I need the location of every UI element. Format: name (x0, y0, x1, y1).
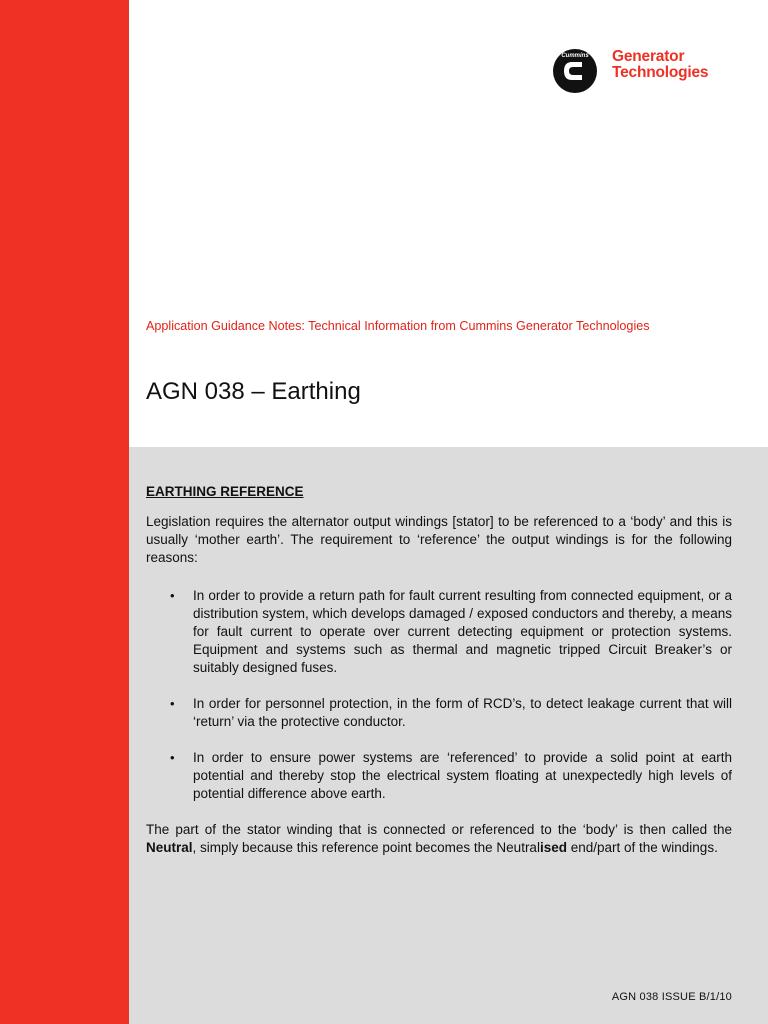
list-item-text: In order to provide a return path for fault current resulting from connected equipment, or a distribution system, which develops damaged / exposed conductors and thereby, a means for fault current to operate over current detecting equipment or protection systems. Equipment and systems such as thermal and magnetic tripped Circuit Breaker’s or suitably designed fuses. (193, 588, 732, 675)
company-logo (552, 48, 742, 98)
intro-paragraph: Legislation requires the alternator output windings [stator] to be referenced to a ‘body’ and this is usually ‘mother earth’. The requirement to ‘reference’ the output windings is for the following reasons: (146, 514, 732, 565)
neutral-term: Neutral (146, 840, 193, 855)
section-heading: EARTHING REFERENCE (146, 484, 304, 499)
left-accent-bar (0, 0, 129, 1024)
reasons-list (146, 587, 732, 803)
closing-text-3: end/part of the windings. (566, 840, 718, 855)
cummins-logo-icon (552, 48, 598, 94)
brand-name (612, 49, 708, 81)
logo-wordmark: Cummins (561, 53, 589, 59)
closing-text-1: The part of the stator winding that is connected or referenced to the ‘body’ is then called the (146, 822, 732, 837)
document-body (146, 483, 732, 857)
document-subtitle: Application Guidance Notes: Technical Information from Cummins Generator Technologies (146, 319, 650, 333)
list-item-text: In order for personnel protection, in the form of RCD’s, to detect leakage current that will ‘return’ via the protective conductor. (193, 696, 732, 729)
list-item (146, 749, 732, 803)
brand-line-2: Technologies (612, 64, 709, 81)
list-item-text: In order to ensure power systems are ‘referenced’ to provide a solid point at earth potential and thereby stop the electrical system floating at unexpectedly high levels of potential difference above earth. (193, 750, 732, 801)
brand-line-1: Generator (612, 48, 685, 65)
bullet-icon: • (170, 696, 175, 711)
closing-paragraph (146, 821, 732, 857)
issue-footer: AGN 038 ISSUE B/1/10 (611, 991, 732, 1003)
list-item (146, 587, 732, 677)
list-item (146, 695, 732, 731)
bullet-icon: • (170, 588, 175, 603)
document-title: AGN 038 – Earthing (146, 378, 361, 405)
bullet-icon: • (170, 750, 175, 765)
neutralised-suffix: ised (539, 840, 567, 855)
closing-text-2: , simply because this reference point becomes the Neutral (192, 840, 540, 855)
